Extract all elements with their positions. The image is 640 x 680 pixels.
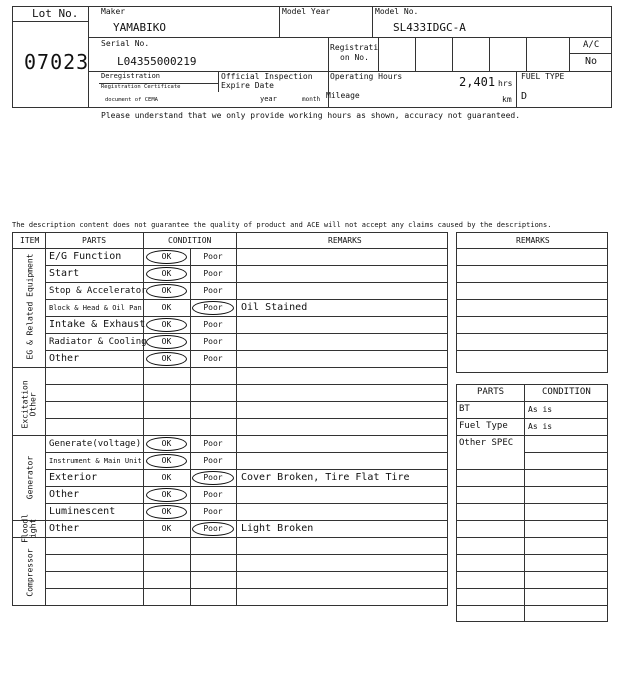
poor-circle bbox=[192, 301, 234, 315]
poor-exterior: Poor bbox=[203, 473, 223, 482]
poor-instrument: Poor bbox=[203, 456, 223, 465]
right-parts-header: PARTS bbox=[477, 387, 505, 397]
part-intake-exhaust: Intake & Exhaust bbox=[49, 319, 146, 330]
poor-radiator: Poor bbox=[203, 337, 223, 346]
ok-start: OK bbox=[161, 269, 172, 278]
ok-instrument: OK bbox=[161, 456, 172, 465]
condition-header: CONDITION bbox=[168, 236, 212, 245]
fuel-label: Fuel Type bbox=[459, 421, 508, 431]
ok-circle bbox=[146, 318, 187, 332]
poor-start: Poor bbox=[203, 269, 223, 278]
hours-label: Operating Hours bbox=[330, 72, 403, 81]
part-luminescent: Luminescent bbox=[49, 506, 116, 517]
ok-block-head: OK bbox=[161, 303, 172, 312]
ok-eg-function: OK bbox=[161, 252, 172, 261]
inspection-label-1: Official Inspection bbox=[221, 72, 313, 81]
model-no-label: Model No. bbox=[375, 7, 419, 16]
poor-gen-other: Poor bbox=[203, 490, 223, 499]
poor-luminescent: Poor bbox=[203, 507, 223, 516]
disclaimer: The description content does not guarantee the quality of product and ACE will not accept any claims caused by the descriptions. bbox=[12, 221, 552, 229]
section-excitation bbox=[22, 364, 39, 444]
part-gen-other: Other bbox=[49, 489, 80, 500]
fuel-type-value: D bbox=[521, 91, 528, 102]
section-excitation-2: Other bbox=[29, 392, 38, 417]
part-eg-other: Other bbox=[49, 353, 80, 364]
ok-exterior: OK bbox=[161, 473, 172, 482]
serial-value: L04355000219 bbox=[117, 55, 197, 68]
remark-flood-other: Light Broken bbox=[241, 523, 314, 534]
part-flood-other: Other bbox=[49, 523, 80, 534]
ok-circle bbox=[146, 488, 187, 502]
poor-circle bbox=[192, 471, 234, 485]
ok-stop: OK bbox=[161, 286, 172, 295]
poor-eg-function: Poor bbox=[203, 252, 223, 261]
ok-circle bbox=[146, 454, 187, 468]
poor-gen-voltage: Poor bbox=[203, 439, 223, 448]
section-floodlight-1: Floodl bbox=[20, 513, 30, 543]
section-compressor: Compressor bbox=[25, 548, 35, 597]
lot-label: Lot No. bbox=[32, 7, 79, 20]
item-header: ITEM bbox=[20, 236, 40, 245]
ok-circle bbox=[146, 505, 187, 519]
parts-header: PARTS bbox=[82, 236, 107, 245]
registration-label-2: on No. bbox=[340, 53, 369, 62]
ok-circle bbox=[146, 352, 187, 366]
poor-eg-other: Poor bbox=[203, 354, 223, 363]
poor-block-head: Poor bbox=[203, 303, 223, 312]
hrs-unit: hrs bbox=[498, 79, 513, 88]
serial-label: Serial No. bbox=[101, 39, 150, 48]
ok-gen-voltage: OK bbox=[161, 439, 172, 448]
poor-circle bbox=[192, 522, 234, 536]
ac-label: A/C bbox=[583, 40, 600, 50]
ok-luminescent: OK bbox=[161, 507, 172, 516]
right-condition-header: CONDITION bbox=[542, 387, 591, 397]
poor-flood-other: Poor bbox=[203, 524, 223, 533]
deregistration-label: Deregistration bbox=[101, 72, 161, 80]
maker-value: YAMABIKO bbox=[113, 21, 166, 34]
inspection-label-2: Expire Date bbox=[221, 81, 274, 90]
part-block-head: Block & Head & Oil Pan bbox=[49, 304, 142, 312]
remarks-header: REMARKS bbox=[328, 236, 362, 245]
section-floodlight-2: ight bbox=[29, 518, 38, 539]
lot-number: 07023 bbox=[24, 50, 90, 74]
remark-exterior: Cover Broken, Tire Flat Tire bbox=[241, 472, 410, 483]
part-exterior: Exterior bbox=[49, 472, 98, 483]
bt-value: As is bbox=[528, 405, 553, 414]
maker-label: Maker bbox=[101, 7, 126, 16]
cema-label: document of CEMA bbox=[105, 97, 158, 103]
part-instrument-main: Instrument & Main Unit bbox=[49, 457, 142, 465]
month-label: month bbox=[302, 96, 321, 103]
model-year-label: Model Year bbox=[282, 7, 331, 16]
part-stop-accelerator: Stop & Accelerator bbox=[49, 286, 147, 296]
poor-intake: Poor bbox=[203, 320, 223, 329]
fuel-value: As is bbox=[528, 422, 553, 431]
part-radiator: Radiator & Cooling bbox=[49, 337, 147, 347]
accuracy-notice: Please understand that we only provide working hours as shown, accuracy not guaranteed. bbox=[101, 111, 521, 120]
part-start: Start bbox=[49, 268, 80, 279]
ok-flood-other: OK bbox=[161, 524, 172, 533]
ok-circle bbox=[146, 284, 187, 298]
mileage-label: Mileage bbox=[326, 91, 360, 100]
section-generator: Generator bbox=[25, 455, 35, 500]
registration-certificate-label: Registration Certificate bbox=[101, 84, 181, 90]
right-remarks-header: REMARKS bbox=[516, 236, 550, 245]
ok-intake: OK bbox=[161, 320, 172, 329]
bt-label: BT bbox=[459, 404, 470, 414]
part-eg-function: E/G Function bbox=[49, 251, 122, 262]
model-no-value: SL433IDGC-A bbox=[393, 21, 466, 34]
km-unit: km bbox=[502, 95, 512, 104]
ok-circle bbox=[146, 250, 187, 264]
registration-label-1: Registrati bbox=[330, 43, 379, 52]
ac-value: No bbox=[585, 56, 598, 67]
fuel-type-label: FUEL TYPE bbox=[521, 72, 565, 81]
part-generate-voltage: Generate(voltage) bbox=[49, 439, 142, 449]
ok-circle bbox=[146, 335, 187, 349]
ok-circle bbox=[146, 267, 187, 281]
poor-stop: Poor bbox=[203, 286, 223, 295]
section-excitation-1: Excitation bbox=[20, 380, 30, 429]
ok-radiator: OK bbox=[161, 337, 172, 346]
remark-block-head: Oil Stained bbox=[241, 302, 308, 313]
ok-eg-other: OK bbox=[161, 354, 172, 363]
ok-circle bbox=[146, 437, 187, 451]
other-spec-label: Other SPEC bbox=[459, 438, 514, 448]
ok-gen-other: OK bbox=[161, 490, 172, 499]
year-label: year bbox=[260, 95, 277, 103]
section-eg-related: EG & Related Equipment bbox=[25, 253, 35, 360]
hours-value: 2,401 bbox=[459, 75, 496, 89]
